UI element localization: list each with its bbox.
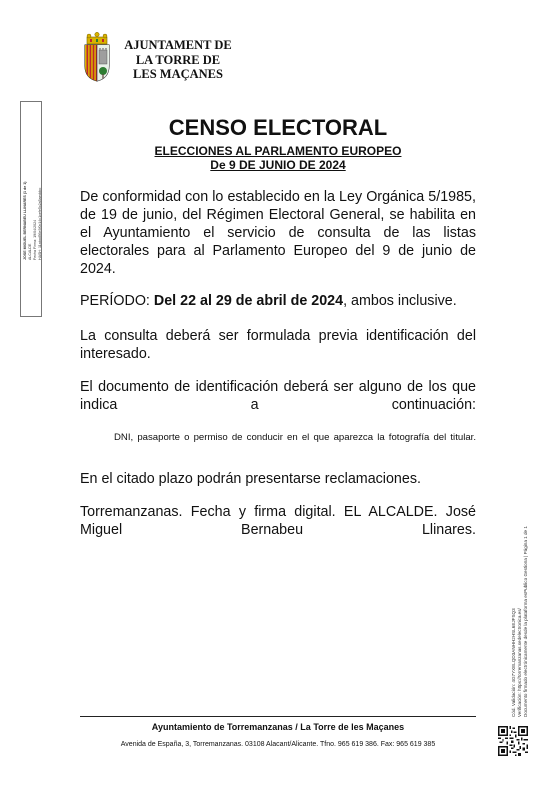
id-documents-list: DNI, pasaporte o permiso de conducir en el que aparezca la fotografía del titular. — [114, 432, 476, 443]
verification-text — [511, 485, 533, 717]
verification-platform: Documento firmado electrónicamente desde la plataforma esPublico Gestiona | Página 1 de 1 — [523, 526, 528, 717]
signature-signer: JOSE MIGUEL BERNABEU LLINARES (1 de 1) — [23, 181, 27, 260]
signature-stamp — [23, 160, 42, 260]
council-name-line-1: AJUNTAMENT DE — [124, 38, 232, 52]
subtitle-line-1: ELECCIONES AL PARLAMENTO EUROPEO — [154, 144, 402, 158]
signature-date: Fecha Firma: 19/04/2024 — [33, 219, 37, 260]
footer-divider — [80, 716, 476, 717]
period-label: PERÍODO: — [80, 293, 150, 309]
consultation-paragraph: La consulta deberá ser formulada previa identificación del interesado. — [80, 328, 476, 362]
signature-paragraph: Torremanzanas. Fecha y firma digital. EL ALCALDE. José Miguel Bernabeu Llinares. — [80, 504, 476, 538]
period-dates: Del 22 al 29 de abril de 2024 — [153, 293, 344, 309]
council-name-line-3: LES MAÇANES — [133, 67, 223, 81]
qr-code-icon[interactable] — [498, 726, 528, 756]
footer-council-name: Ayuntamiento de Torremanzanas / La Torre de les Maçanes — [151, 722, 405, 732]
id-requirement-paragraph: El documento de identificación deberá ser alguno de los que indica a continuación: — [80, 379, 476, 413]
document-subtitle — [80, 144, 476, 172]
verification-code: Cód. Validación: 4G7YXELQD3ANHH2HSL6EJFSQ3 — [511, 608, 516, 717]
period-suffix: , ambos inclusive. — [343, 293, 457, 309]
intro-paragraph: De conformidad con lo establecido en la Ley Orgánica 5/1985, de 19 de junio, del Régimen Electoral General, se habilita en el Ayuntamiento el servicio de consulta de las listas electorales para al Parlamento Europeo del 9 de junio de 2024. — [80, 189, 476, 277]
period-paragraph — [80, 292, 476, 310]
council-name — [119, 38, 237, 82]
council-name-line-2: LA TORRE DE — [135, 52, 221, 67]
footer-address: Avenida de España, 3, Torremanzanas. 03108 Alacant/Alicante. Tfno. 965 619 386. Fax: 965 619 385 — [120, 741, 436, 748]
subtitle-line-2: De 9 DE JUNIO DE 2024 — [210, 158, 346, 172]
signature-role: ALCALDE — [28, 243, 32, 260]
document-title: CENSO ELECTORAL — [168, 115, 388, 140]
claims-paragraph: En el citado plazo podrán presentarse reclamaciones. — [80, 471, 421, 487]
verification-url: Verificación: https://torremanzanas.sedelectronica.es/ — [517, 608, 522, 717]
signature-hash: HASH: 11abcd56e3f0c14c1cefe5c2a5aeddcc — [38, 187, 42, 260]
municipal-coat-of-arms-icon — [82, 32, 112, 82]
